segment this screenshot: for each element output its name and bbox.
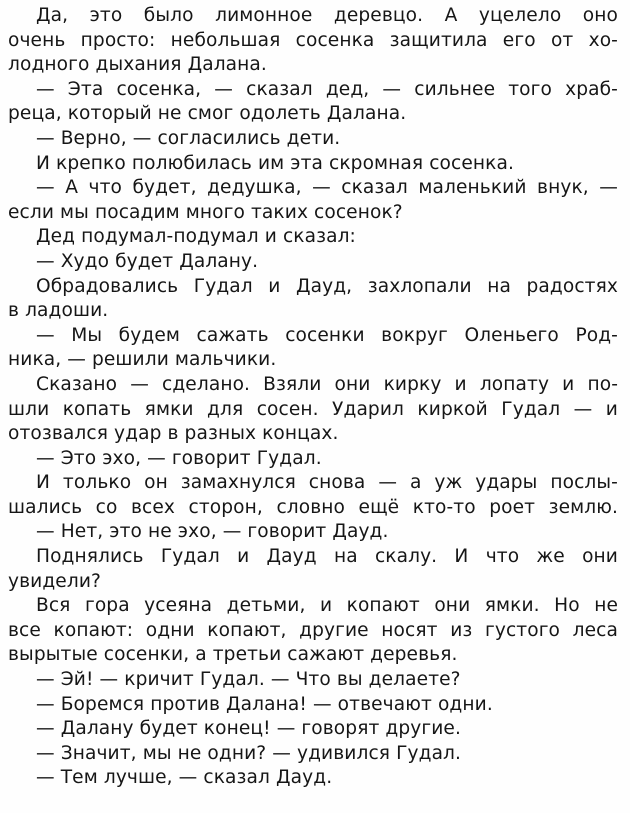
text-line: — А что будет, дедушка, — сказал маленький внук, — xyxy=(36,177,618,199)
text-line: Сказано — сделано. Взяли они кирку и лопату и по- xyxy=(36,373,618,395)
text-line: Обрадовались Гудал и Дауд, захлопали на радостях xyxy=(36,275,618,297)
text-line: — Далану будет конец! — говорят другие. xyxy=(36,718,461,740)
text-line: И крепко полюбилась им эта скромная сосенка. xyxy=(36,152,514,174)
text-line: И только он замахнулся снова — а уж удары послы- xyxy=(36,472,618,494)
text-line: — Верно, — согласились дети. xyxy=(36,127,341,149)
text-line: увидели? xyxy=(8,570,101,592)
text-line: — Тем лучше, — сказал Дауд. xyxy=(36,767,333,789)
text-line: — Нет, это не эхо, — говорит Дауд. xyxy=(36,521,389,543)
text-line: — Мы будем сажать сосенки вокруг Оленьего Род- xyxy=(36,324,618,346)
text-line: реца, который не смог одолеть Далана. xyxy=(8,103,407,125)
text-line: шались со всех сторон, словно ещё кто-то роет землю. xyxy=(8,496,618,518)
text-line: шли копать ямки для сосен. Ударил киркой Гудал — и xyxy=(8,398,618,420)
text-line: отозвался удар в разных концах. xyxy=(8,423,339,445)
text-line: Дед подумал-подумал и сказал: xyxy=(36,226,356,248)
text-line: — Эй! — кричит Гудал. — Что вы делаете? xyxy=(36,669,461,691)
text-line: ника, — решили мальчики. xyxy=(8,349,277,371)
text-line: если мы посадим много таких сосенок? xyxy=(8,201,403,223)
text-line: все копают: одни копают, другие носят из густого леса xyxy=(8,619,618,641)
story-text xyxy=(8,4,618,791)
text-line: — Значит, мы не одни? — удивился Гудал. xyxy=(36,742,462,764)
text-line: вырытые сосенки, а третьи сажают деревья. xyxy=(8,644,458,666)
text-line: Да, это было лимонное деревцо. А уцелело оно xyxy=(36,5,618,26)
text-line: — Эта сосенка, — сказал дед, — сильнее того храб- xyxy=(36,78,618,100)
text-line: — Худо будет Далану. xyxy=(36,250,259,272)
text-line: Вся гора усеяна детьми, и копают они ямки. Но не xyxy=(36,595,618,617)
text-line: — Боремся против Далана! — отвечают одни. xyxy=(36,693,493,715)
text-line: лодного дыхания Далана. xyxy=(8,54,267,76)
text-line: — Это эхо, — говорит Гудал. xyxy=(36,447,322,469)
text-line: очень просто: небольшая сосенка защитила его от хо- xyxy=(8,29,618,51)
text-line: в ладоши. xyxy=(8,300,109,322)
text-line: Поднялись Гудал и Дауд на скалу. И что же они xyxy=(36,546,618,568)
